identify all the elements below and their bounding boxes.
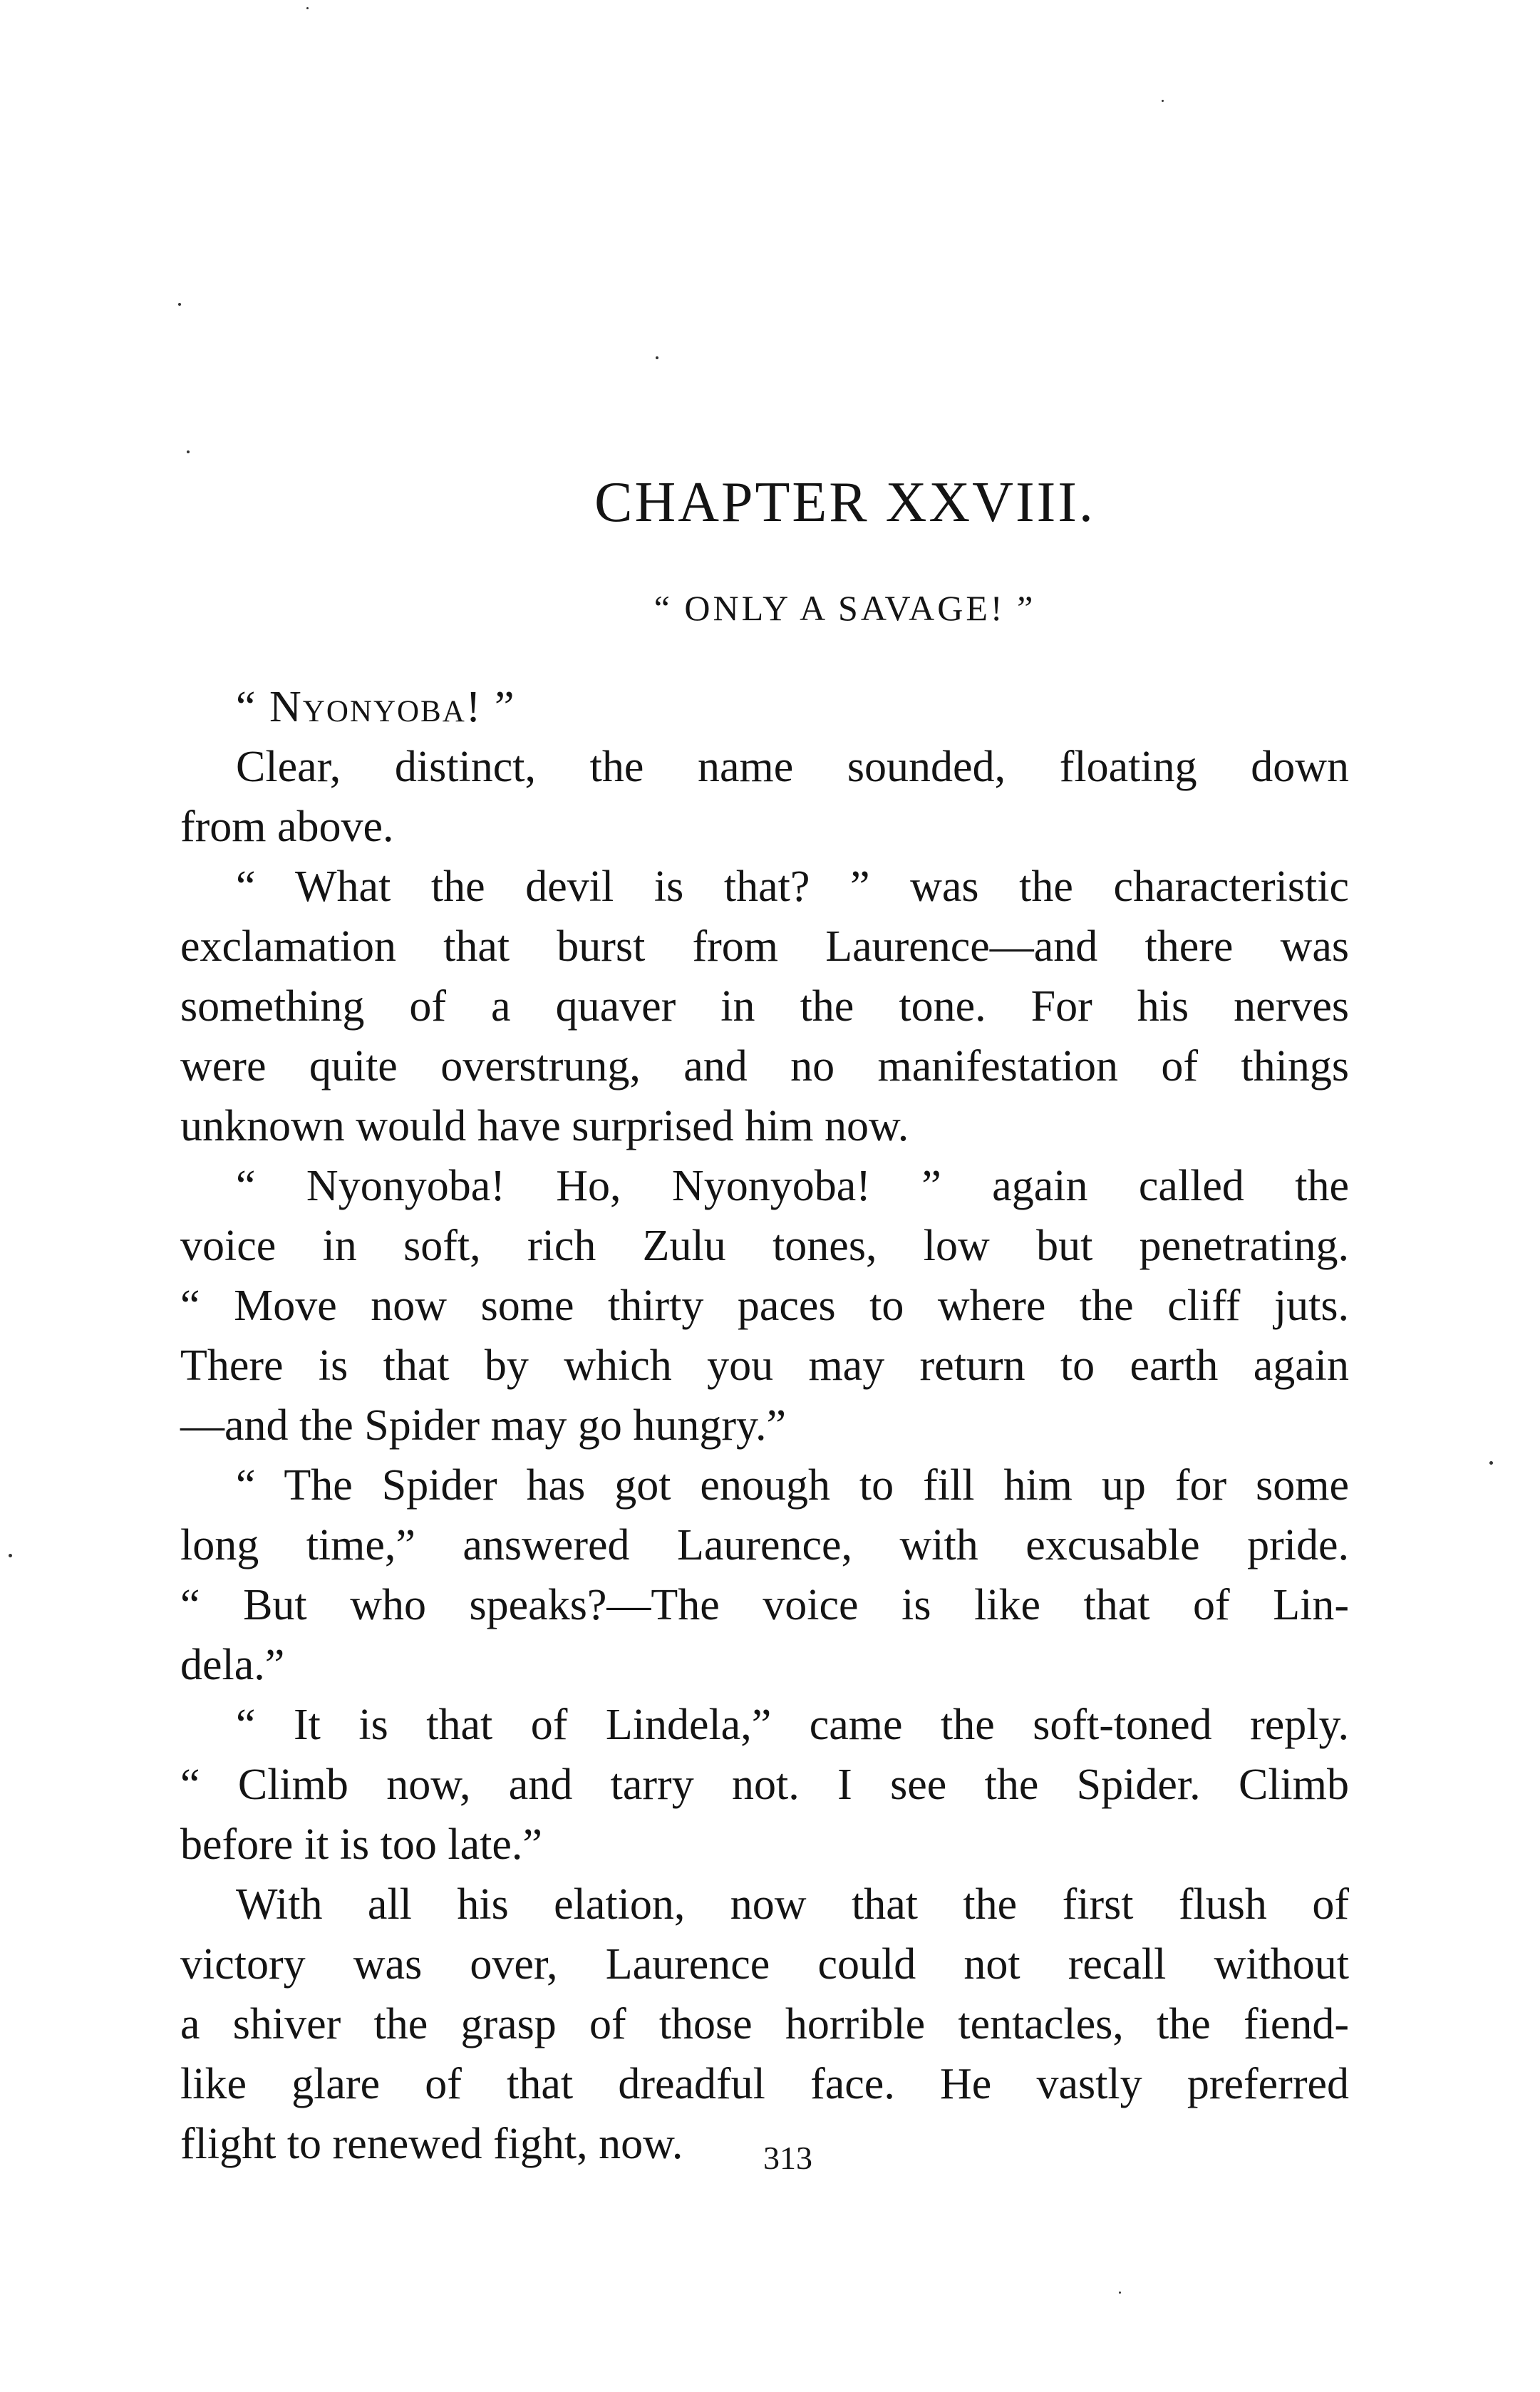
- text-line: There is that by which you may return to earth again: [180, 1341, 1349, 1390]
- scan-speck: [1489, 1461, 1493, 1465]
- text-line: long time,” answered Laurence, with excusable pride.: [180, 1521, 1349, 1569]
- text-line: flight to renewed fight, now.: [180, 2120, 683, 2168]
- scan-speck: [187, 450, 190, 453]
- text-line: like glare of that dreadful face. He vastly preferred: [180, 2060, 1349, 2108]
- text-line: victory was over, Laurence could not recall without: [180, 1940, 1349, 1989]
- text-line: from above.: [180, 803, 394, 851]
- chapter-title: CHAPTER XXVIII.: [594, 471, 1095, 534]
- text-line: unknown would have surprised him now.: [180, 1102, 909, 1150]
- text-line: “ But who speaks?—The voice is like that of Lin-: [180, 1581, 1349, 1629]
- text-line: a shiver the grasp of those horrible tentacles, the fiend-: [180, 2000, 1349, 2048]
- scan-speck: [1119, 2292, 1121, 2294]
- text-line: something of a quaver in the tone. For his nerves: [180, 982, 1349, 1031]
- text-line: “ Nyonyoba! Ho, Nyonyoba! ” again called the: [236, 1162, 1349, 1210]
- text-line: “ Climb now, and tarry not. I see the Spider. Climb: [180, 1761, 1349, 1809]
- text-line: “ What the devil is that? ” was the characteristic: [236, 862, 1349, 911]
- text-line: exclamation that burst from Laurence—and there was: [180, 922, 1349, 971]
- body-text: [180, 677, 1349, 2174]
- scan-speck: [306, 7, 309, 9]
- page-number: 313: [763, 2140, 812, 2176]
- text-line: “ It is that of Lindela,” came the soft-toned reply.: [236, 1701, 1349, 1749]
- text-line: Clear, distinct, the name sounded, floating down: [236, 743, 1349, 791]
- text-line: dela.”: [180, 1641, 285, 1689]
- chapter-subtitle: “ ONLY A SAVAGE! ”: [653, 588, 1036, 628]
- text-line: With all his elation, now that the first flush of: [236, 1880, 1349, 1929]
- text-line: “ The Spider has got enough to fill him up for some: [236, 1461, 1349, 1510]
- text-line: were quite overstrung, and no manifestation of things: [180, 1042, 1349, 1091]
- text-line: —and the Spider may go hungry.”: [180, 1401, 787, 1450]
- text-line: “ Move now some thirty paces to where the cliff juts.: [180, 1282, 1349, 1330]
- scan-speck: [9, 1554, 12, 1557]
- text-line: voice in soft, rich Zulu tones, low but penetrating.: [180, 1222, 1349, 1270]
- text-line: before it is too late.”: [180, 1820, 542, 1869]
- text-line: “ Nyonyoba! ”: [236, 683, 516, 731]
- scan-speck: [656, 356, 658, 359]
- scan-speck: [1162, 100, 1164, 102]
- scan-speck: [178, 303, 181, 306]
